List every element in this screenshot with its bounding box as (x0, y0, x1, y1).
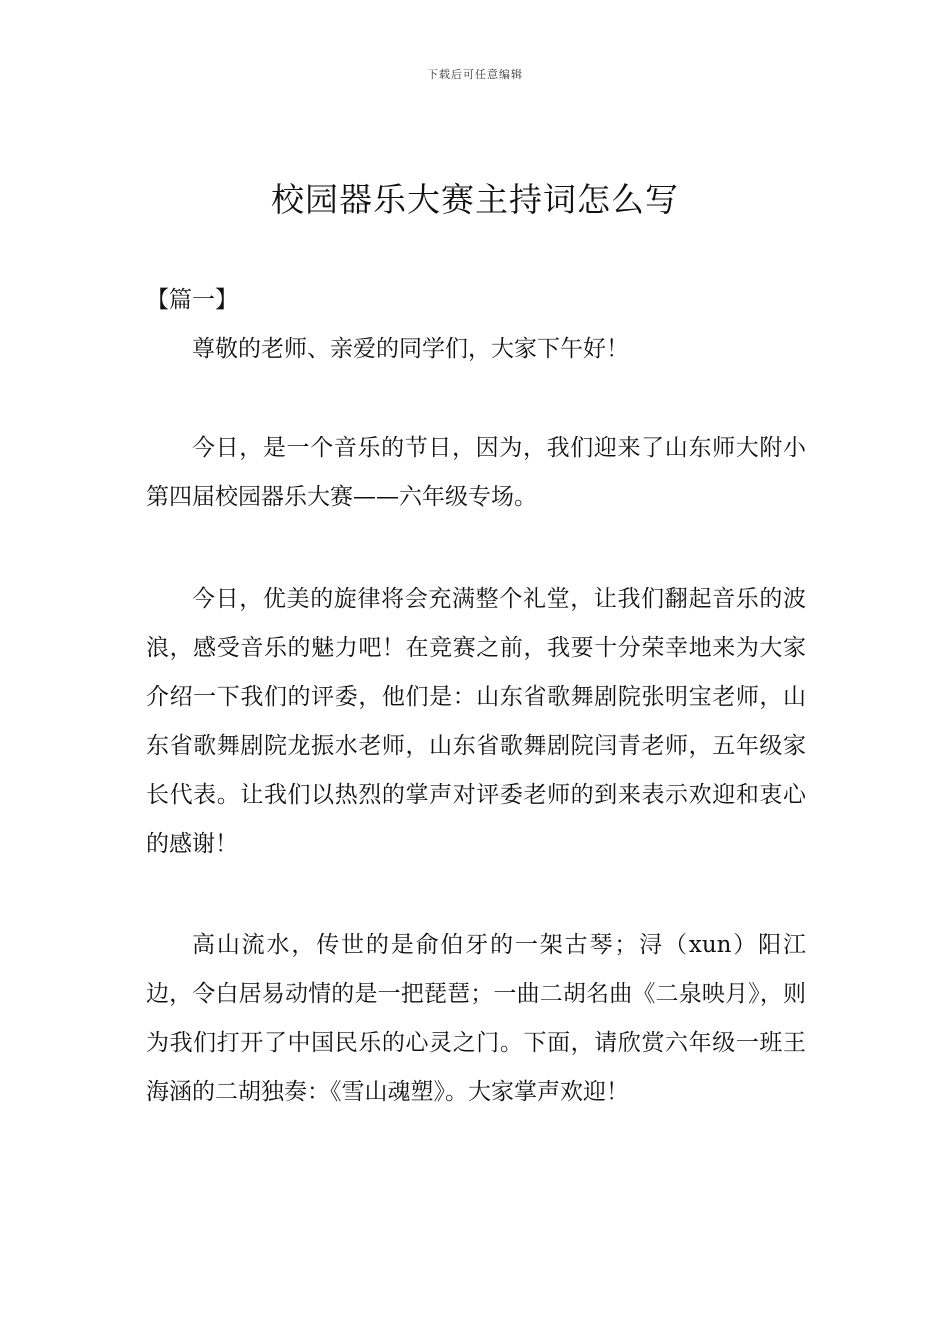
paragraph-text: 尊敬的老师、亲爱的同学们，大家下午好！ (192, 336, 629, 362)
header-note: 下载后可任意编辑 (427, 68, 523, 81)
paragraph-intro (146, 424, 806, 522)
paragraph-text: 今日，是一个音乐的节日，因为，我们迎来了山东师大附小第四届校园器乐大赛——六年级专场。 (146, 435, 806, 510)
paragraph-judges (146, 575, 806, 869)
paragraph-text: 今日，优美的旋律将会充满整个礼堂，让我们翻起音乐的波浪，感受音乐的魅力吧！在竞赛之前，我要十分荣幸地来为大家介绍一下我们的评委，他们是：山东省歌舞剧院张明宝老师，山东省歌舞剧院龙振水老师，山东省歌舞剧院闫青老师，五年级家长代表。让我们以热烈的掌声对评委老师的到来表示欢迎和衷心的感谢！ (146, 586, 806, 857)
paragraph-performance (146, 921, 806, 1117)
paragraph-greeting (146, 325, 806, 374)
document-title: 校园器乐大赛主持词怎么写 (271, 180, 679, 219)
paragraph-text: 高山流水，传世的是俞伯牙的一架古琴；浔（xun）阳江边，令白居易动情的是一把琵琶；一曲二胡名曲《二泉映月》，则为我们打开了中国民乐的心灵之门。下面，请欣赏六年级一班王海涵的二胡独奏：《雪山魂塑》。大家掌声欢迎！ (146, 932, 806, 1105)
section-label: 【篇一】 (146, 287, 238, 313)
